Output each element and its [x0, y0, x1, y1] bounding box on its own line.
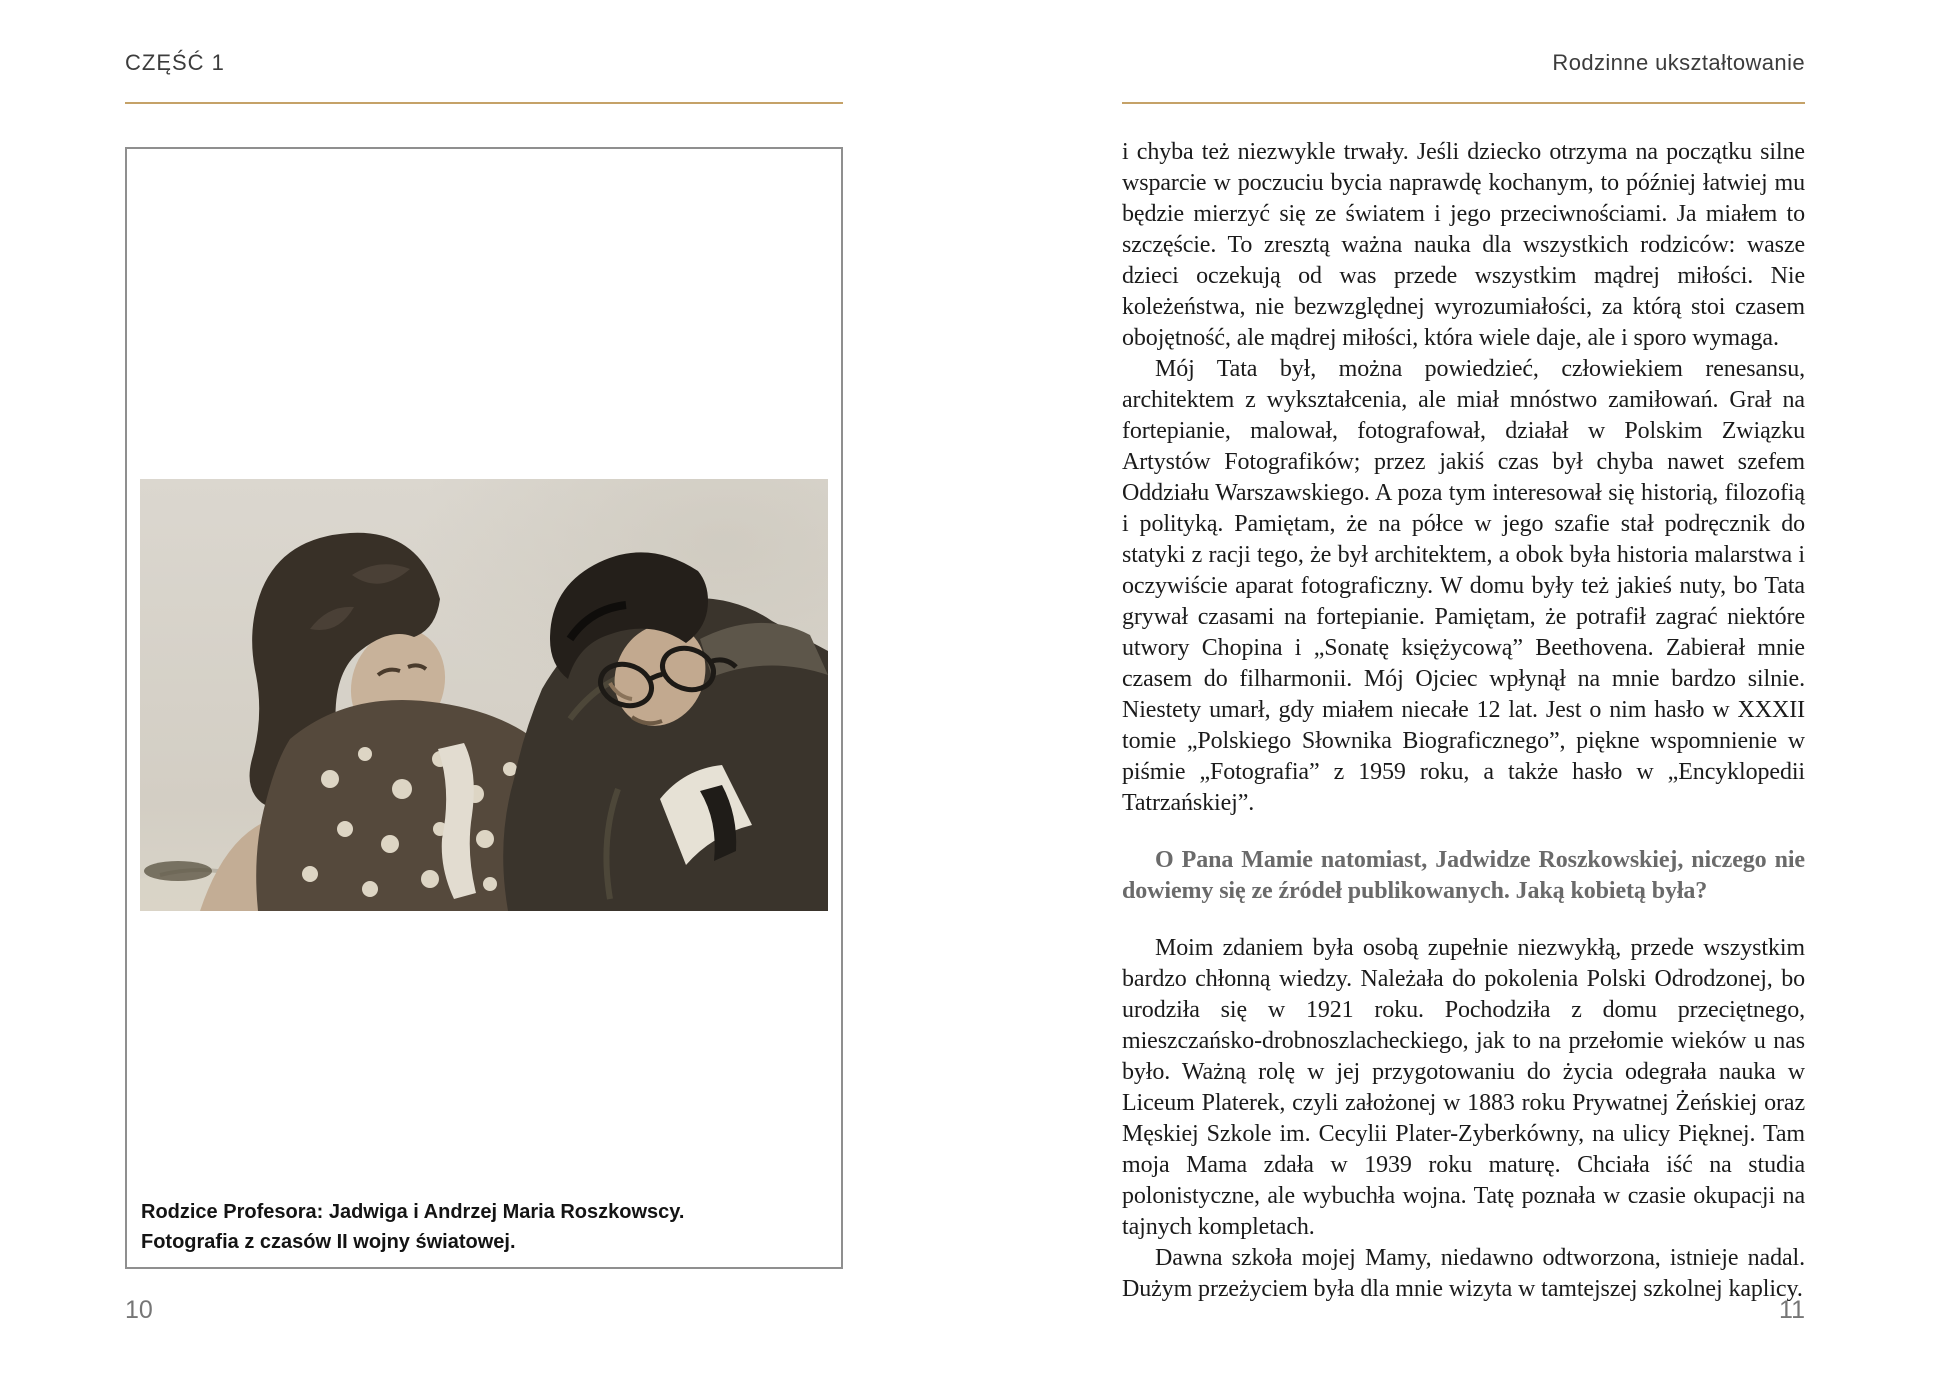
running-head-rule-left [125, 102, 843, 104]
photo-parents-on-beach [140, 479, 828, 911]
photo-frame [125, 147, 843, 1269]
paragraph: i chyba też niezwykle trwały. Jeśli dziecko otrzyma na początku silne wsparcie w poczuciu bycia naprawdę kochanym, to później łatwiej mu będzie mierzyć się ze światem i jego przeciwnościami. Ja miałem to szczęście. To zresztą ważna nauka dla wszystkich rodziców: wasze dzieci oczekują od was przede wszystkim mądrej miłości. Nie koleżeństwa, nie bezwzględnej wyrozumiałości, za którą stoi czasem obojętność, ale mądrej miłości, która wiele daje, ale i sporo wymaga. [1122, 139, 1805, 351]
page-number-right: 11 [1779, 1296, 1805, 1324]
photo-caption [141, 1197, 827, 1257]
running-head-left: CZĘŚĆ 1 [125, 50, 225, 75]
paragraph: Moim zdaniem była osobą zupełnie niezwykłą, przede wszystkim bardzo chłonną wiedzy. Należała do pokolenia Polski Odrodzonej, bo urodziła się w 1921 roku. Pochodziła z domu przeciętnego, mieszczańsko-drobnoszlacheckiego, jak to na przełomie wieków u nas było. Ważną rolę w jej przygotowaniu do życia odegrała nauka w Liceum Platerek, czyli założonej w 1883 roku Prywatnej Żeńskiej oraz Męskiej Szkole im. Cecylii Plater-Zyberkówny, na ulicy Pięknej. Tam moja Mama zdała w 1939 roku maturę. Chciała iść na studia polonistyczne, ale wybuchła wojna. Tatę poznała w czasie okupacji na tajnych kompletach. [1122, 935, 1805, 1240]
caption-line-2: Fotografia z czasów II wojny światowej. [141, 1231, 516, 1253]
page-number-left: 10 [125, 1296, 153, 1324]
paragraph: Dawna szkoła mojej Mamy, niedawno odtworzona, istnieje nadal. Dużym przeżyciem była dla mnie wizyta w tamtejszej szkolnej kaplicy. [1122, 1245, 1805, 1302]
running-head-right: Rodzinne ukształtowanie [1552, 50, 1805, 75]
caption-line-1: Rodzice Profesora: Jadwiga i Andrzej Maria Roszkowscy. [141, 1201, 685, 1223]
paragraph: Mój Tata był, można powiedzieć, człowiekiem renesansu, architektem z wykształcenia, ale miał mnóstwo zamiłowań. Grał na fortepianie, malował, fotografował, działał w Polskim Związku Artystów Fotografików; przez jakiś czas był chyba nawet szefem Oddziału Warszawskiego. A poza tym interesował się historią, filozofią i polityką. Pamiętam, że na półce w jego szafie stał podręcznik do statyki z racji tego, że był architektem, a obok była historia malarstwa i oczywiście aparat fotograficzny. W domu były też jakieś nuty, bo Tata grywał czasami na fortepianie. Pamiętam, że potrafił zagrać niektóre utwory Chopina i „Sonatę księżycową” Beethovena. Zabierał mnie czasem do filharmonii. Mój Ojciec wpłynął na mnie bardzo silnie. Niestety umarł, gdy miałem niecałe 12 lat. Jest o nim hasło w XXXII tomie „Polskiego Słownika Biograficznego”, piękne wspomnienie w piśmie „Fotografia” z 1959 roku, a także hasło w „Encyklopedii Tatrzańskiej”. [1122, 356, 1805, 816]
interview-question: O Pana Mamie natomiast, Jadwidze Roszkowskiej, niczego nie dowiemy się ze źródeł publikowanych. Jaką kobietą była? [1122, 847, 1805, 904]
running-head-rule-right [1122, 102, 1805, 104]
body-text [1122, 137, 1805, 1305]
